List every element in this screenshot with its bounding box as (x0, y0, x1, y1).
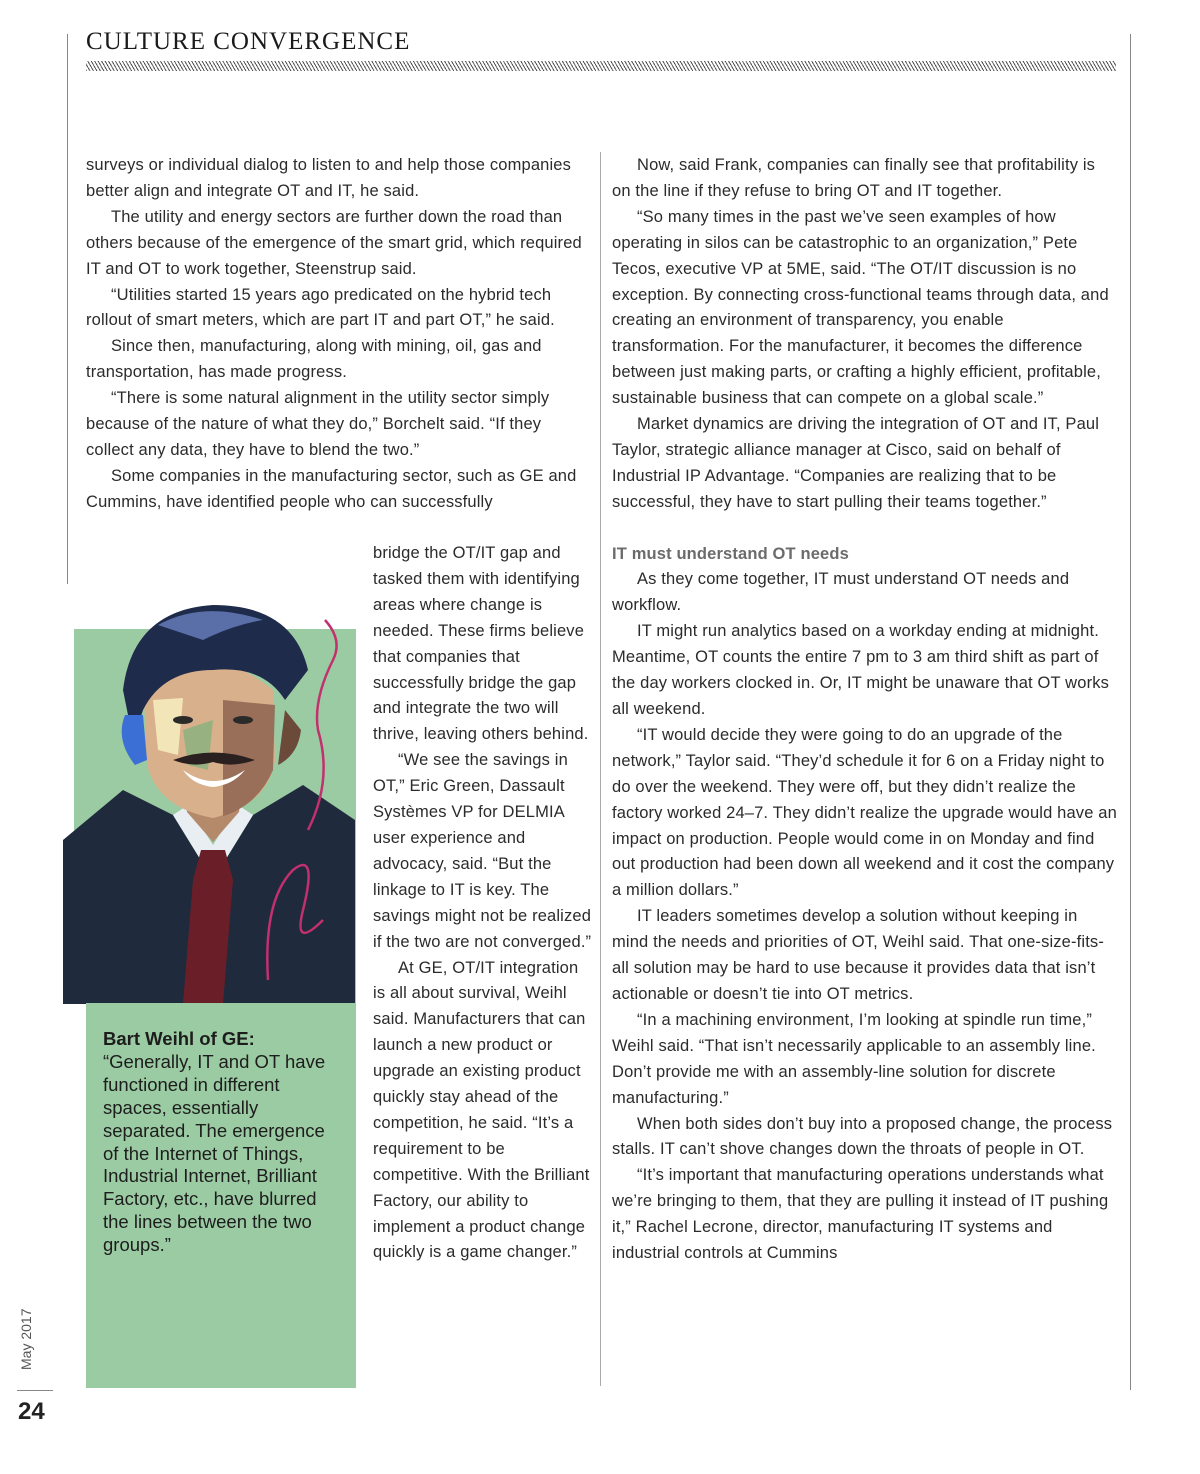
paragraph: As they come together, IT must understand OT needs and workflow. (612, 570, 1070, 615)
paragraph: When both sides don’t buy into a proposed change, the process stalls. IT can’t shove changes down the throats of people in OT. (612, 1114, 1113, 1159)
paragraph: Since then, manufacturing, along with mining, oil, gas and transportation, has made progress. (86, 337, 542, 382)
page-number: 24 (18, 1398, 45, 1425)
paragraph: “There is some natural alignment in the utility sector simply because of the nature of what they do,” Borchelt said. “If they collect any data, they have to blend the two.” (86, 389, 550, 459)
paragraph: “Utilities started 15 years ago predicated on the hybrid tech rollout of smart meters, which are part IT and part OT,” he said. (86, 285, 555, 330)
paragraph: IT might run analytics based on a workday ending at midnight. Meantime, OT counts the entire 7 pm to 3 am third shift as part of the day workers clocked in. Or, IT might be unaware that OT works all weekend. (612, 622, 1110, 719)
section-title: CULTURE CONVERGENCE (86, 28, 411, 55)
paragraph: Some companies in the manufacturing sector, such as GE and Cummins, have identified people who can successfully (86, 466, 577, 511)
column-divider (600, 152, 601, 1386)
paragraph: surveys or individual dialog to listen to and help those companies better align and integrate OT and IT, he said. (86, 156, 572, 200)
section-subhead: IT must understand OT needs (612, 544, 849, 563)
paragraph: At GE, OT/IT integration is all about survival, Weihl said. Manufacturers that can launch a new product or upgrade an existing product quickly stay ahead of the competition, he said. “It’s a requirement to be competitive. With the Brilliant Factory, our ability to implement a product change quickly is a game changer.” (373, 958, 590, 1262)
caption-quote: “Generally, IT and OT have functioned in different spaces, essentially separated. The emergence of the Internet of Things, Industrial Internet, Brilliant Factory, etc., have blurred the lines between the two groups.” (103, 1050, 326, 1256)
header-hatch-rule (86, 61, 1116, 71)
paragraph: bridge the OT/IT gap and tasked them with identifying areas where change is needed. These firms believe that companies that successfully bridge the gap and integrate the two will thrive, leaving others behind. (373, 544, 589, 744)
page-number-rule (17, 1390, 53, 1391)
paragraph: “IT would decide they were going to do an upgrade of the network,” Taylor said. “They’d schedule it for 6 on a Friday night to do over the weekend. They were off, but they didn’t realize the factory worked 24–7. They didn’t realize the upgrade would have an impact on production. People would come in on Monday and find out production had been down all weekend and it cost the company a million dollars.” (612, 725, 1117, 900)
left-margin-rule (67, 34, 68, 584)
column-1 (86, 153, 592, 516)
paragraph: “It’s important that manufacturing operations understands what we’re bringing to them, that they are pulling it instead of IT pushing it,” Rachel Lecrone, director, manufacturing IT systems and industrial controls at Cummins (612, 1166, 1109, 1263)
caption-name: Bart Weihl of GE: (103, 1028, 255, 1049)
paragraph: “In a machining environment, I’m looking at spindle run time,” Weihl said. “That isn’t necessarily applicable to an assembly line. Don’t provide me with an assembly-line solution for discrete manufacturing.” (612, 1010, 1096, 1107)
portrait-caption (103, 1028, 343, 1257)
paragraph: Now, said Frank, companies can finally see that profitability is on the line if they refuse to bring OT and IT together. (612, 156, 1096, 200)
paragraph: Market dynamics are driving the integration of OT and IT, Paul Taylor, strategic alliance manager at Cisco, said on behalf of Industrial IP Advantage. “Companies are realizing that to be successful, they have to start pulling their teams together.” (612, 415, 1100, 511)
column-2 (612, 153, 1117, 1267)
portrait-illustration (63, 580, 355, 1004)
paragraph: The utility and energy sectors are further down the road than others because of the emergence of the smart grid, which required IT and OT to work together, Steenstrup said. (86, 207, 582, 278)
paragraph: IT leaders sometimes develop a solution without keeping in mind the needs and priorities of OT, Weihl said. That one-size-fits-all solution may be hard to use because it provides data that isn’t actionable or doesn’t tie into OT metrics. (612, 907, 1104, 1003)
issue-date: May 2017 (18, 1308, 34, 1370)
right-margin-rule (1130, 34, 1131, 1390)
column-1-narrow (373, 541, 595, 1266)
paragraph: “So many times in the past we’ve seen examples of how operating in silos can be catastrophic to an organization,” Pete Tecos, executive VP at 5ME, said. “The OT/IT discussion is no exception. By connecting cross-functional teams through data, and creating an environment of transparency, you enable transformation. For the manufacturer, it becomes the difference between just making parts, or crafting a highly efficient, profitable, sustainable business that can compete on a global scale.” (612, 207, 1109, 408)
paragraph: “We see the savings in OT,” Eric Green, Dassault Systèmes VP for DELMIA user experience and advocacy, said. “But the linkage to IT is key. The savings might not be realized if the two are not converged.” (373, 751, 592, 951)
